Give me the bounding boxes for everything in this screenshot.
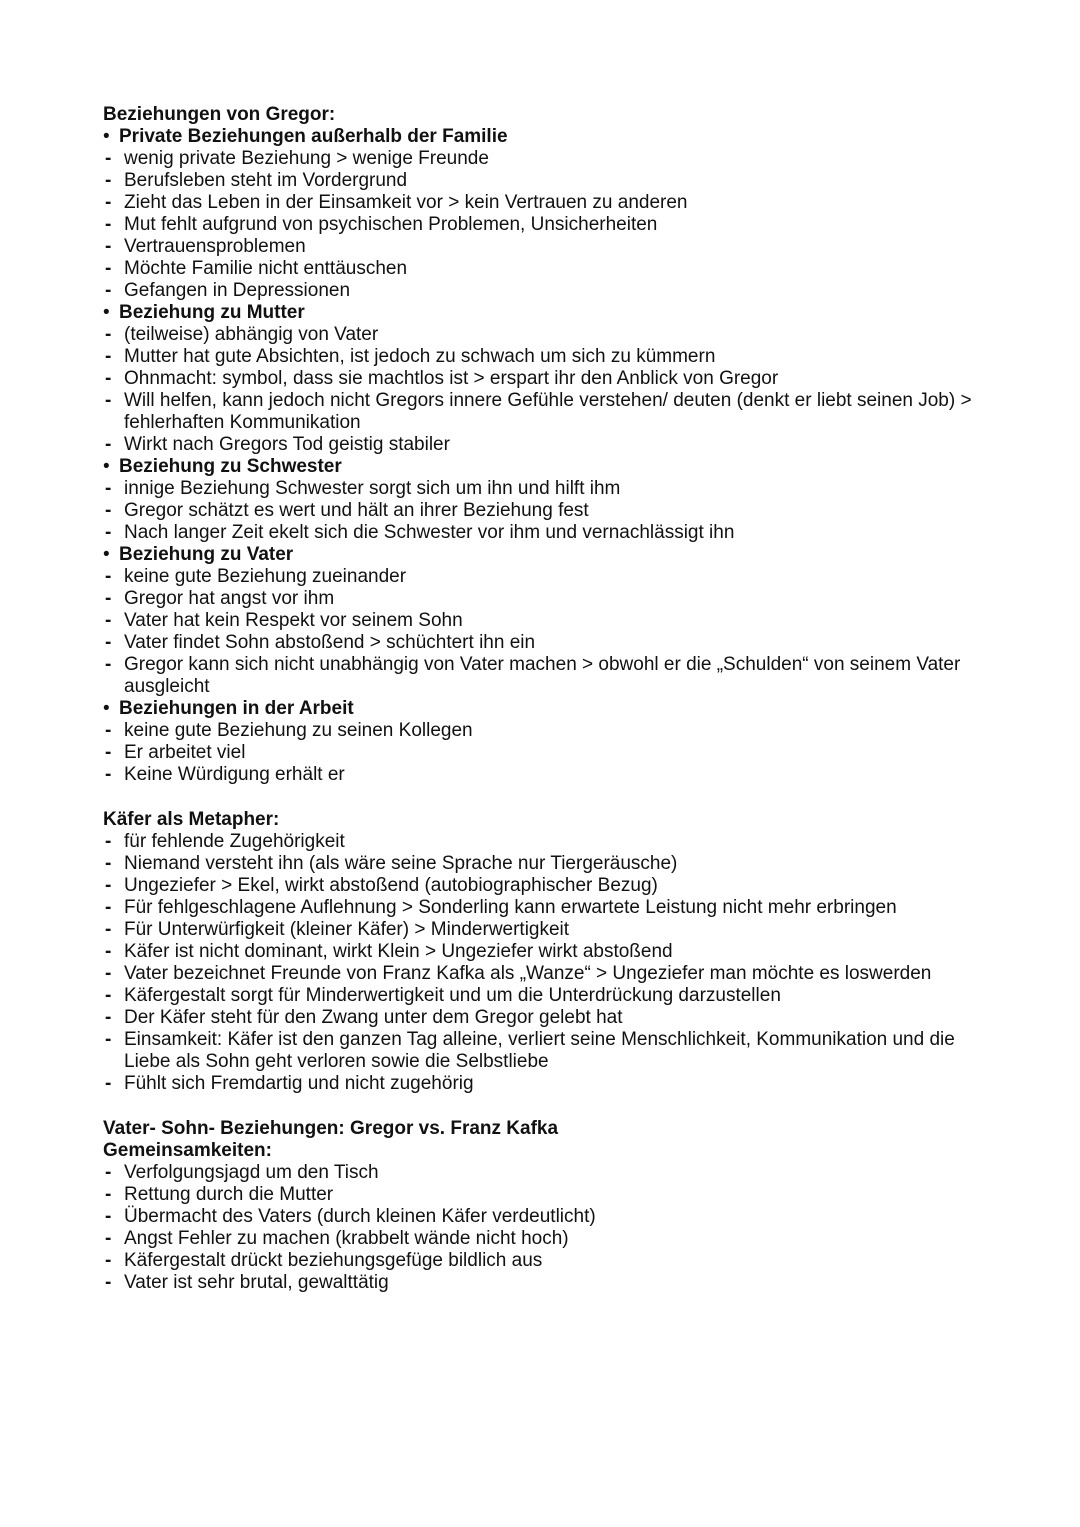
list-item: - Vater bezeichnet Freunde von Franz Kafka als „Wanze“ > Ungeziefer man möchte es loswerden	[103, 963, 1003, 985]
list-item: - Gregor hat angst vor ihm	[103, 588, 1003, 610]
list-item: - Angst Fehler zu machen (krabbelt wände nicht hoch)	[103, 1228, 1003, 1250]
list-item: - Käfer ist nicht dominant, wirkt Klein > Ungeziefer wirkt abstoßend	[103, 941, 1003, 963]
group-title-schwester: • Beziehung zu Schwester	[103, 456, 1003, 478]
section-spacer	[103, 786, 1003, 809]
section-subtitle-gemeinsamkeiten: Gemeinsamkeiten:	[103, 1140, 272, 1161]
list-item: - Gefangen in Depressionen	[103, 280, 1003, 302]
list-item: - Nach langer Zeit ekelt sich die Schwester vor ihm und vernachlässigt ihn	[103, 522, 1003, 544]
list-item: - (teilweise) abhängig von Vater	[103, 324, 1003, 346]
group-title-vater: • Beziehung zu Vater	[103, 544, 1003, 566]
list-item: - Käfergestalt drückt beziehungsgefüge bildlich aus	[103, 1250, 1003, 1272]
list-item: - Zieht das Leben in der Einsamkeit vor > kein Vertrauen zu anderen	[103, 192, 1003, 214]
list-item: - keine gute Beziehung zu seinen Kollegen	[103, 720, 1003, 742]
list-item: - Keine Würdigung erhält er	[103, 764, 1003, 786]
list-item: - Vertrauensproblemen	[103, 236, 1003, 258]
list-item: - Käfergestalt sorgt für Minderwertigkeit und um die Unterdrückung darzustellen	[103, 985, 1003, 1007]
section-title-kaefer: Käfer als Metapher:	[103, 809, 280, 830]
list-item: - Möchte Familie nicht enttäuschen	[103, 258, 1003, 280]
list-item: - Vater findet Sohn abstoßend > schüchtert ihn ein	[103, 632, 1003, 654]
list-item: - Einsamkeit: Käfer ist den ganzen Tag alleine, verliert seine Menschlichkeit, Kommunikation und die Liebe als Sohn geht verloren sowie die Selbstliebe	[103, 1029, 1003, 1073]
document-content	[103, 104, 1003, 1294]
list-item: - Ohnmacht: symbol, dass sie machtlos ist > erspart ihr den Anblick von Gregor	[103, 368, 1003, 390]
list-item: - Will helfen, kann jedoch nicht Gregors innere Gefühle verstehen/ deuten (denkt er liebt seinen Job) > fehlerhaften Kommunikation	[103, 390, 1003, 434]
list-item: - Fühlt sich Fremdartig und nicht zugehörig	[103, 1073, 1003, 1095]
list-item: - Ungeziefer > Ekel, wirkt abstoßend (autobiographischer Bezug)	[103, 875, 1003, 897]
group-title-arbeit: • Beziehungen in der Arbeit	[103, 698, 1003, 720]
list-item: - Vater hat kein Respekt vor seinem Sohn	[103, 610, 1003, 632]
group-title-private: • Private Beziehungen außerhalb der Familie	[103, 126, 1003, 148]
list-item: - Vater ist sehr brutal, gewalttätig	[103, 1272, 1003, 1294]
list-item: - Rettung durch die Mutter	[103, 1184, 1003, 1206]
list-item: - Berufsleben steht im Vordergrund	[103, 170, 1003, 192]
list-item: - Mutter hat gute Absichten, ist jedoch zu schwach um sich zu kümmern	[103, 346, 1003, 368]
list-item: - Wirkt nach Gregors Tod geistig stabiler	[103, 434, 1003, 456]
list-item: - wenig private Beziehung > wenige Freunde	[103, 148, 1003, 170]
list-item: - Er arbeitet viel	[103, 742, 1003, 764]
list-item: - für fehlende Zugehörigkeit	[103, 831, 1003, 853]
list-item: - keine gute Beziehung zueinander	[103, 566, 1003, 588]
list-item: - Der Käfer steht für den Zwang unter dem Gregor gelebt hat	[103, 1007, 1003, 1029]
section-spacer	[103, 1095, 1003, 1118]
list-item: - Niemand versteht ihn (als wäre seine Sprache nur Tiergeräusche)	[103, 853, 1003, 875]
list-item: - Für fehlgeschlagene Auflehnung > Sonderling kann erwartete Leistung nicht mehr erbringen	[103, 897, 1003, 919]
list-item: - Gregor kann sich nicht unabhängig von Vater machen > obwohl er die „Schulden“ von seinem Vater ausgleicht	[103, 654, 1003, 698]
list-item: - Mut fehlt aufgrund von psychischen Problemen, Unsicherheiten	[103, 214, 1003, 236]
list-item: - innige Beziehung Schwester sorgt sich um ihn und hilft ihm	[103, 478, 1003, 500]
list-item: - Für Unterwürfigkeit (kleiner Käfer) > Minderwertigkeit	[103, 919, 1003, 941]
list-item: - Übermacht des Vaters (durch kleinen Käfer verdeutlicht)	[103, 1206, 1003, 1228]
section-title-vater-sohn: Vater- Sohn- Beziehungen: Gregor vs. Franz Kafka	[103, 1118, 559, 1139]
section-title-beziehungen: Beziehungen von Gregor:	[103, 104, 336, 125]
list-item: - Gregor schätzt es wert und hält an ihrer Beziehung fest	[103, 500, 1003, 522]
list-item: - Verfolgungsjagd um den Tisch	[103, 1162, 1003, 1184]
group-title-mutter: • Beziehung zu Mutter	[103, 302, 1003, 324]
